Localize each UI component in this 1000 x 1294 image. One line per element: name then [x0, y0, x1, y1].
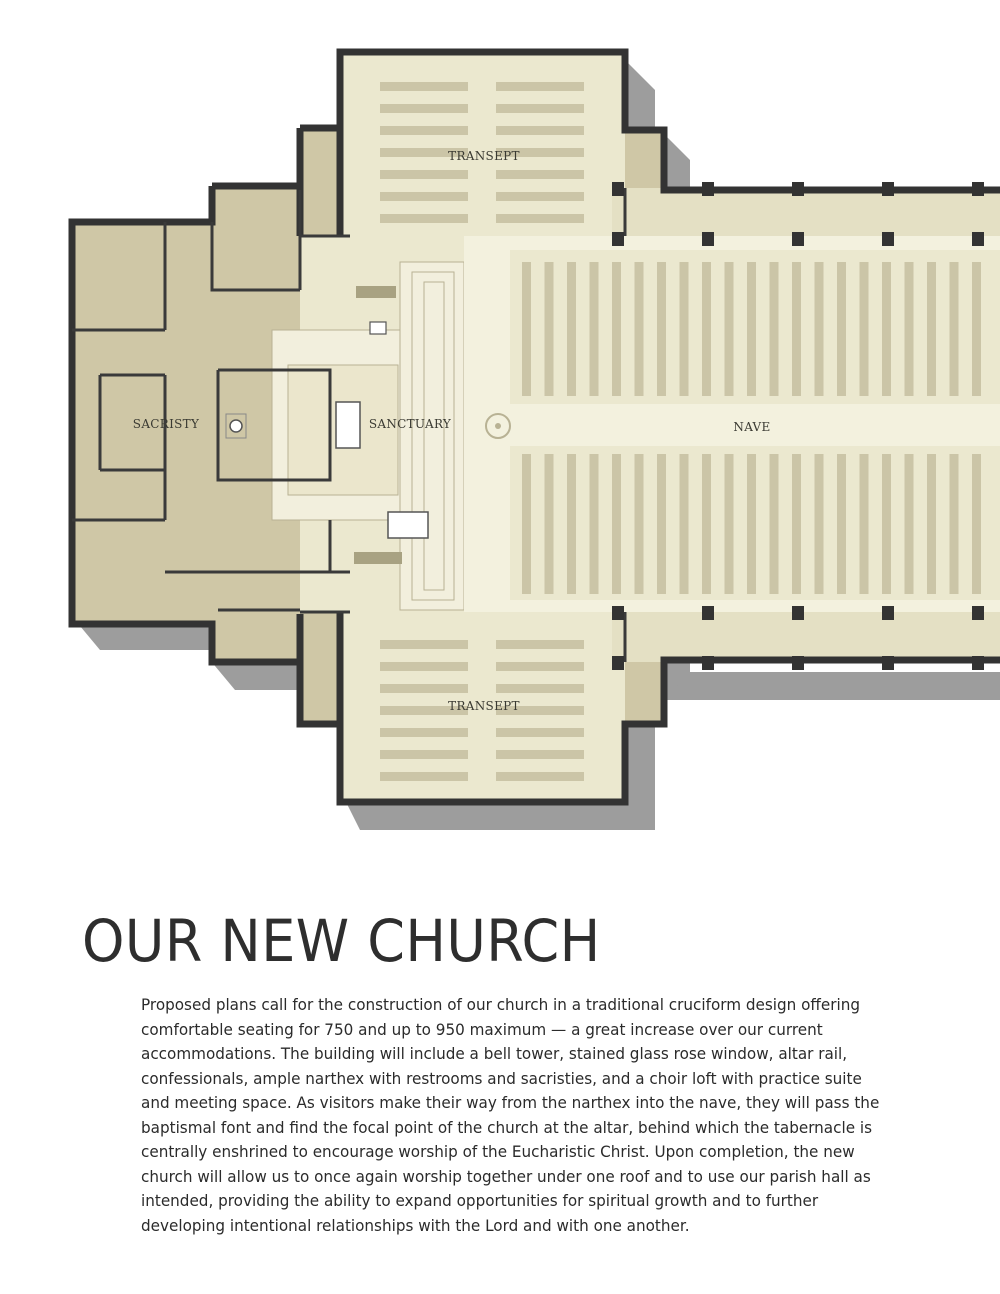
ambo [388, 512, 428, 538]
label-nave: NAVE [733, 420, 771, 434]
pew [522, 454, 531, 594]
pier [882, 232, 894, 246]
pew [545, 262, 554, 396]
pew [725, 454, 734, 594]
pier [972, 656, 984, 670]
pew [380, 750, 468, 759]
pew [380, 192, 468, 201]
body-line: Proposed plans call for the construction of our church in a traditional cruciform design offering [141, 995, 861, 1014]
pew [770, 262, 779, 396]
pier [612, 182, 624, 196]
pier [882, 182, 894, 196]
body-line: confessionals, ample narthex with restrooms and sacristies, and a choir loft with practice suite [141, 1068, 862, 1088]
pew [815, 262, 824, 396]
pier [702, 606, 714, 620]
pew [545, 454, 554, 594]
pew [680, 454, 689, 594]
pew [380, 684, 468, 693]
pew [380, 728, 468, 737]
pew [972, 454, 981, 594]
pier [702, 232, 714, 246]
pew [635, 262, 644, 396]
pew [927, 262, 936, 396]
pew [496, 214, 584, 223]
pew [747, 262, 756, 396]
body-line: intended, providing the ability to expand opportunities for spiritual growth and to further [141, 1191, 819, 1210]
pier [792, 182, 804, 196]
pier [882, 606, 894, 620]
pier [882, 656, 894, 670]
body-line: developing intentional relationships with the Lord and with one another. [141, 1215, 690, 1235]
pew [702, 262, 711, 396]
pier [972, 232, 984, 246]
body-line: comfortable seating for 750 and up to 950 maximum — a great increase over our current [141, 1019, 823, 1039]
label-sanctuary: SANCTUARY [368, 417, 452, 431]
pew [380, 126, 468, 135]
pew [380, 772, 468, 781]
pew [702, 454, 711, 594]
pew [380, 104, 468, 113]
pier [792, 606, 804, 620]
label-transept-north: TRANSEPT [448, 149, 520, 163]
pew [950, 454, 959, 594]
pew [380, 640, 468, 649]
pew [380, 170, 468, 179]
credence-table [356, 286, 396, 298]
pier [792, 232, 804, 246]
pew [747, 454, 756, 594]
pier [702, 656, 714, 670]
page-title: OUR NEW CHURCH [82, 907, 601, 975]
pew [657, 262, 666, 396]
pew [496, 772, 584, 781]
body-line: baptismal font and find the focal point of the church at the altar, behind which the tabernacle is [141, 1117, 873, 1137]
pew [905, 262, 914, 396]
pew [380, 82, 468, 91]
pew [496, 750, 584, 759]
label-sacristy: SACRISTY [132, 417, 200, 431]
pew [567, 262, 576, 396]
pew [496, 662, 584, 671]
pew [815, 454, 824, 594]
pew [882, 454, 891, 594]
pew [612, 454, 621, 594]
pew [496, 728, 584, 737]
body-line: centrally enshrined to encourage worship of the Eucharistic Christ. Upon completion, the new [141, 1142, 855, 1161]
pew [612, 262, 621, 396]
pew [590, 262, 599, 396]
body-line: church will allow us to once again worship together under one roof and to use our parish hall as [141, 1166, 871, 1186]
pew [882, 262, 891, 396]
pew [590, 454, 599, 594]
pew [770, 454, 779, 594]
article-body [141, 993, 916, 1238]
pier [612, 232, 624, 246]
pew [496, 104, 584, 113]
pier [612, 606, 624, 620]
pew [905, 454, 914, 594]
pew [792, 262, 801, 396]
pew [496, 82, 584, 91]
pew [496, 126, 584, 135]
pew [927, 454, 936, 594]
pier [702, 182, 714, 196]
pew [567, 454, 576, 594]
pew [496, 684, 584, 693]
pew [635, 454, 644, 594]
altar [336, 402, 360, 448]
presider-chair [370, 322, 386, 334]
pew [657, 454, 666, 594]
body-line: and meeting space. As visitors make their way from the narthex into the nave, they will pass the [141, 1093, 880, 1112]
pew [522, 262, 531, 396]
pew [837, 262, 846, 396]
body-line: accommodations. The building will include a bell tower, stained glass rose window, altar rail, [141, 1044, 848, 1063]
pew [792, 454, 801, 594]
credence-table [354, 552, 402, 564]
pew [496, 192, 584, 201]
sacristy-table [230, 420, 242, 432]
pier [792, 656, 804, 670]
pew [380, 214, 468, 223]
pew [950, 262, 959, 396]
pew [680, 262, 689, 396]
label-transept-south: TRANSEPT [448, 699, 520, 713]
pew [380, 662, 468, 671]
pier [612, 656, 624, 670]
pew [972, 262, 981, 396]
pew [860, 454, 869, 594]
pier [972, 182, 984, 196]
pew [837, 454, 846, 594]
pew [496, 170, 584, 179]
pier [972, 606, 984, 620]
pew [725, 262, 734, 396]
pew [860, 262, 869, 396]
pew [496, 640, 584, 649]
